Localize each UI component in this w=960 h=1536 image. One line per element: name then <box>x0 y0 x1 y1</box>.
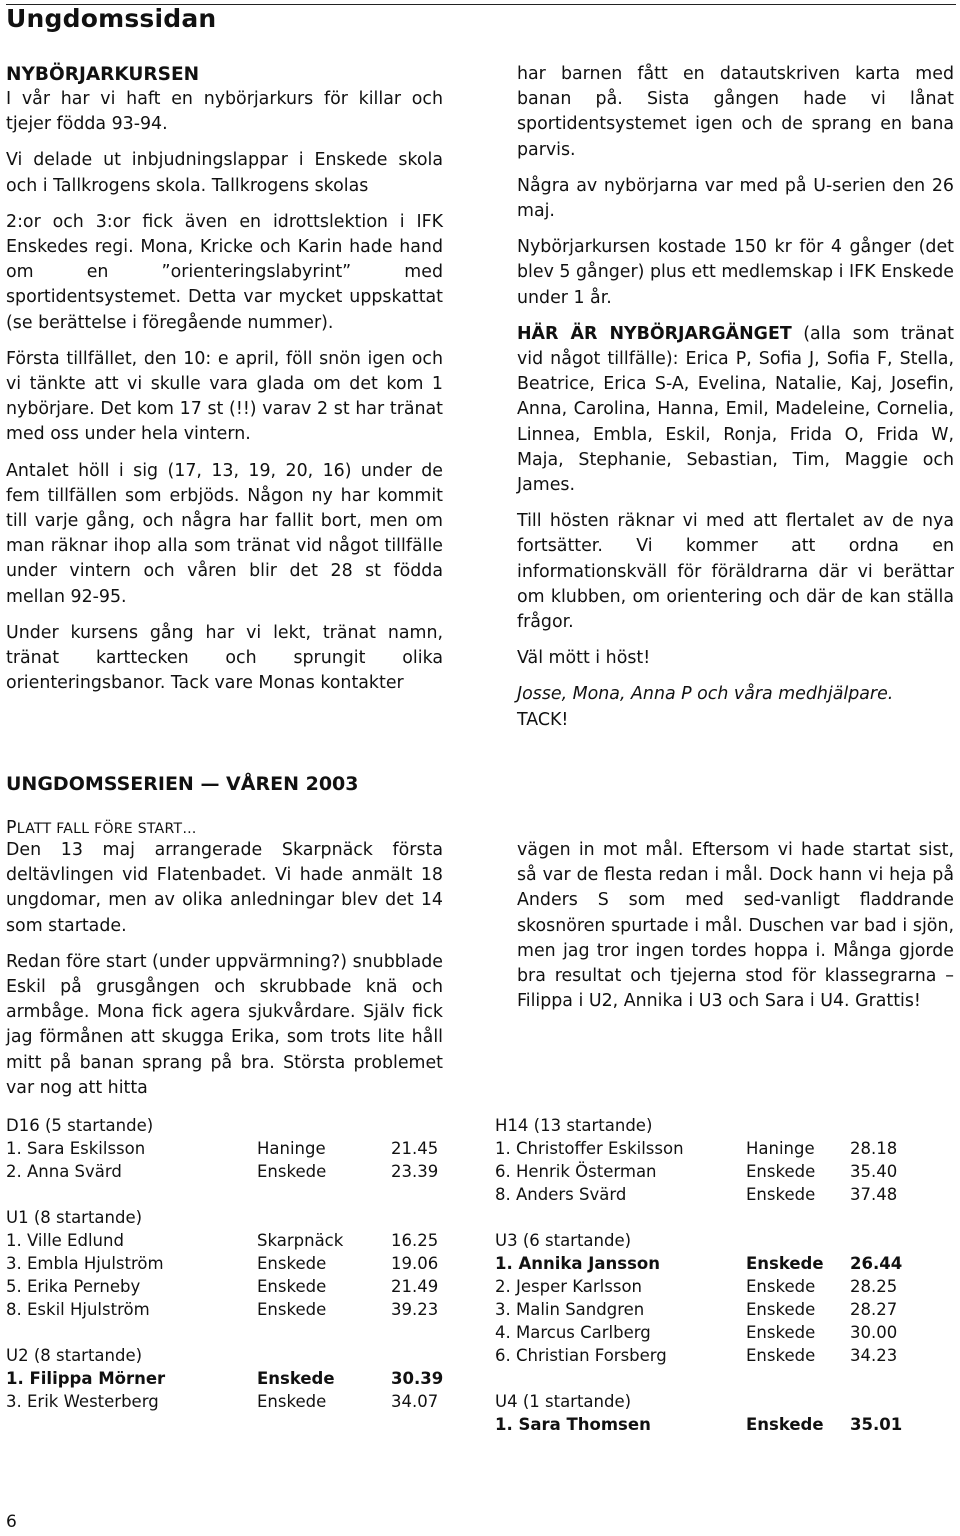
runner-name: 1. Annika Jansson <box>495 1254 661 1273</box>
runner-name: 8. Eskil Hjulström <box>6 1300 150 1319</box>
result-row <box>495 1183 935 1206</box>
result-row <box>495 1137 935 1160</box>
runner-club: Enskede <box>257 1392 327 1411</box>
result-row <box>495 1160 935 1183</box>
result-row <box>495 1344 935 1367</box>
runner-club: Enskede <box>257 1254 327 1273</box>
group-label: HÄR ÄR NYBÖRJARGÄNGET <box>517 323 792 344</box>
runner-name: 5. Erika Perneby <box>6 1277 141 1296</box>
group-names: (alla som tränat vid något tillfälle): Erica P, Sofia J, Sofia F, Stella, Beatrice, Erica S-A, Evelina, Natalie, Kaj, Josefin, Anna, Carolina, Hanna, Emil, Madeleine, Cornelia, Linnea, Embla, Eskil, Ronja, Frida O, Frida W, Maja, Stephanie, Sebastian, Tim, Maggie och James. <box>517 323 954 496</box>
runner-club: Enskede <box>746 1346 816 1365</box>
article2-heading: UNGDOMSSERIEN — VÅREN 2003 <box>6 773 359 795</box>
group-paragraph <box>517 322 954 498</box>
runner-time: 28.25 <box>850 1277 898 1296</box>
runner-name: 2. Jesper Karlsson <box>495 1277 643 1296</box>
result-row <box>6 1390 466 1413</box>
paragraph: har barnen fått en datautskriven karta med banan på. Sista gången hade vi lånat sportidentsystemet igen och de sprang en bana parvis. <box>517 64 954 160</box>
runner-name: 3. Embla Hjulström <box>6 1254 164 1273</box>
signature-paragraph <box>517 682 954 732</box>
result-row <box>6 1275 466 1298</box>
runner-name: 1. Ville Edlund <box>6 1231 124 1250</box>
result-class-title: D16 (5 startande) <box>6 1116 154 1135</box>
paragraph: 2:or och 3:or fick även en idrottslektion i IFK Enskedes regi. Mona, Kricke och Karin hade hand om en ”orienteringslabyrint” med sportidentsystemet. Detta var mycket uppskattat (se berättelse i föregående nummer). <box>6 211 443 333</box>
runner-time: 26.44 <box>850 1254 903 1273</box>
runner-name: 8. Anders Svärd <box>495 1185 627 1204</box>
runner-time: 35.01 <box>850 1415 903 1434</box>
runner-time: 21.45 <box>391 1139 439 1158</box>
page-header-title: Ungdomssidan <box>6 4 217 33</box>
paragraph: Den 13 maj arrangerade Skarpnäck första deltävlingen vid Flatenbadet. Vi hade anmält 18 ungdomar, men av olika anledningar blev det 14 som startade. <box>6 840 443 936</box>
paragraph: Antalet höll i sig (17, 13, 19, 20, 16) under de fem tillfällen som erbjöds. Någon ny har kommit till varje gång, och några har fallit bort, men om man räknar ihop alla som tränat vid något tillfälle under vintern och våren blir det 28 st födda mellan 92-95. <box>6 460 443 607</box>
article2-subheading <box>6 818 197 838</box>
runner-club: Enskede <box>746 1323 816 1342</box>
runner-name: 6. Henrik Österman <box>495 1162 657 1181</box>
article1-heading: NYBÖRJARKURSEN <box>6 64 200 85</box>
runner-time: 34.07 <box>391 1392 439 1411</box>
result-class-title: U2 (8 startande) <box>6 1346 143 1365</box>
runner-time: 34.23 <box>850 1346 898 1365</box>
results-right <box>495 1114 935 1436</box>
results-left <box>6 1114 466 1413</box>
result-row <box>6 1367 466 1390</box>
signature-text: Josse, Mona, Anna P och våra medhjälpare. <box>517 684 894 705</box>
result-row <box>495 1298 935 1321</box>
article2-right-column <box>517 838 954 1025</box>
runner-name: 1. Sara Thomsen <box>495 1415 651 1434</box>
farewell-text: Väl mött i höst! <box>517 648 651 669</box>
result-row <box>6 1160 466 1183</box>
runner-time: 23.39 <box>391 1162 439 1181</box>
result-row <box>495 1275 935 1298</box>
page-number: 6 <box>6 1512 17 1532</box>
runner-club: Skarpnäck <box>257 1231 344 1250</box>
result-row <box>495 1413 935 1436</box>
result-row <box>495 1321 935 1344</box>
result-class-title: U3 (6 startande) <box>495 1231 632 1250</box>
runner-club: Haninge <box>746 1139 815 1158</box>
thanks-text: TACK! <box>517 709 569 730</box>
result-row <box>6 1137 466 1160</box>
paragraph: I vår har vi haft en nybörjarkurs för killar och tjejer födda 93-94. <box>6 89 443 135</box>
result-class-title: U1 (8 startande) <box>6 1208 143 1227</box>
article2-left-column <box>6 838 443 1112</box>
runner-name: 1. Christoffer Eskilsson <box>495 1139 684 1158</box>
article1-right-column <box>517 62 954 733</box>
runner-time: 35.40 <box>850 1162 898 1181</box>
runner-time: 39.23 <box>391 1300 439 1319</box>
runner-time: 28.27 <box>850 1300 898 1319</box>
runner-time: 30.00 <box>850 1323 898 1342</box>
runner-club: Enskede <box>257 1300 327 1319</box>
runner-name: 6. Christian Forsberg <box>495 1346 667 1365</box>
runner-club: Enskede <box>257 1162 327 1181</box>
paragraph: Vi delade ut inbjudningslappar i Enskede skola och i Tallkrogens skola. Tallkrogens skolas <box>6 150 443 196</box>
paragraph: Första tillfället, den 10: e april, föll snön igen och vi tänkte att vi skulle vara glada om det kom 1 nybörjare. Det kom 17 st (!!) varav 2 st har tränat med oss under hela vintern. <box>6 348 443 445</box>
runner-club: Enskede <box>746 1277 816 1296</box>
paragraph: Nybörjarkursen kostade 150 kr för 4 gånger (det blev 5 gånger) plus ett medlemskap i IFK Enskede under 1 år. <box>517 237 954 308</box>
runner-club: Enskede <box>746 1300 816 1319</box>
runner-time: 30.39 <box>391 1369 444 1388</box>
runner-club: Enskede <box>746 1162 816 1181</box>
article2-subheading-rest: LATT FALL FÖRE START… <box>16 821 197 837</box>
result-row <box>495 1252 935 1275</box>
runner-time: 16.25 <box>391 1231 439 1250</box>
runner-name: 1. Filippa Mörner <box>6 1369 166 1388</box>
paragraph: Några av nybörjarna var med på U-serien den 26 maj. <box>517 175 954 222</box>
runner-club: Enskede <box>257 1277 327 1296</box>
runner-club: Enskede <box>257 1369 335 1388</box>
runner-time: 21.49 <box>391 1277 439 1296</box>
runner-name: 2. Anna Svärd <box>6 1162 122 1181</box>
result-row <box>6 1298 466 1321</box>
paragraph: vägen in mot mål. Eftersom vi hade startat sist, så var de flesta redan i mål. Dock hann vi heja på Anders S som med sed-vanligt fladdrande skosnören spurtade i mål. Duschen var bad i sjön, men jag tror ingen tordes hoppa i. Många gjorde bra resultat och tjejerna stod för klassegrarna – Filippa i U2, Annika i U3 och Sara i U4. Grattis! <box>517 840 954 1012</box>
autumn-paragraph: Till hösten räknar vi med att flertalet av de nya fortsätter. Vi kommer att ordna en informationskväll för föräldrarna där vi berättar om klubben, om orientering och där de kan ställa frågor. <box>517 511 954 633</box>
runner-club: Enskede <box>746 1415 824 1434</box>
result-class-title: U4 (1 startande) <box>495 1392 632 1411</box>
runner-club: Haninge <box>257 1139 326 1158</box>
runner-club: Enskede <box>746 1185 816 1204</box>
paragraph: Under kursens gång har vi lekt, tränat namn, tränat karttecken och sprungit olika orienteringsbanor. Tack vare Monas kontakter <box>6 622 443 694</box>
runner-name: 3. Erik Westerberg <box>6 1392 159 1411</box>
runner-time: 19.06 <box>391 1254 439 1273</box>
result-class-title: H14 (13 startande) <box>495 1116 653 1135</box>
article2-subheading-initial: P <box>6 818 17 838</box>
runner-name: 4. Marcus Carlberg <box>495 1323 651 1342</box>
runner-time: 28.18 <box>850 1139 898 1158</box>
runner-club: Enskede <box>746 1254 824 1273</box>
result-row <box>6 1229 466 1252</box>
runner-name: 3. Malin Sandgren <box>495 1300 645 1319</box>
result-row <box>6 1252 466 1275</box>
runner-name: 1. Sara Eskilsson <box>6 1139 146 1158</box>
runner-time: 37.48 <box>850 1185 898 1204</box>
paragraph: Redan före start (under uppvärmning?) snubblade Eskil på grusgången och skrubbade knä och armbåge. Mona fick agera sjukvårdare. Själv fick jag förmånen att skugga Erika, som trots lite håll mitt på banan sprang på bra. Största problemet var nog att hitta <box>6 951 443 1098</box>
article1-left-column <box>6 62 443 707</box>
